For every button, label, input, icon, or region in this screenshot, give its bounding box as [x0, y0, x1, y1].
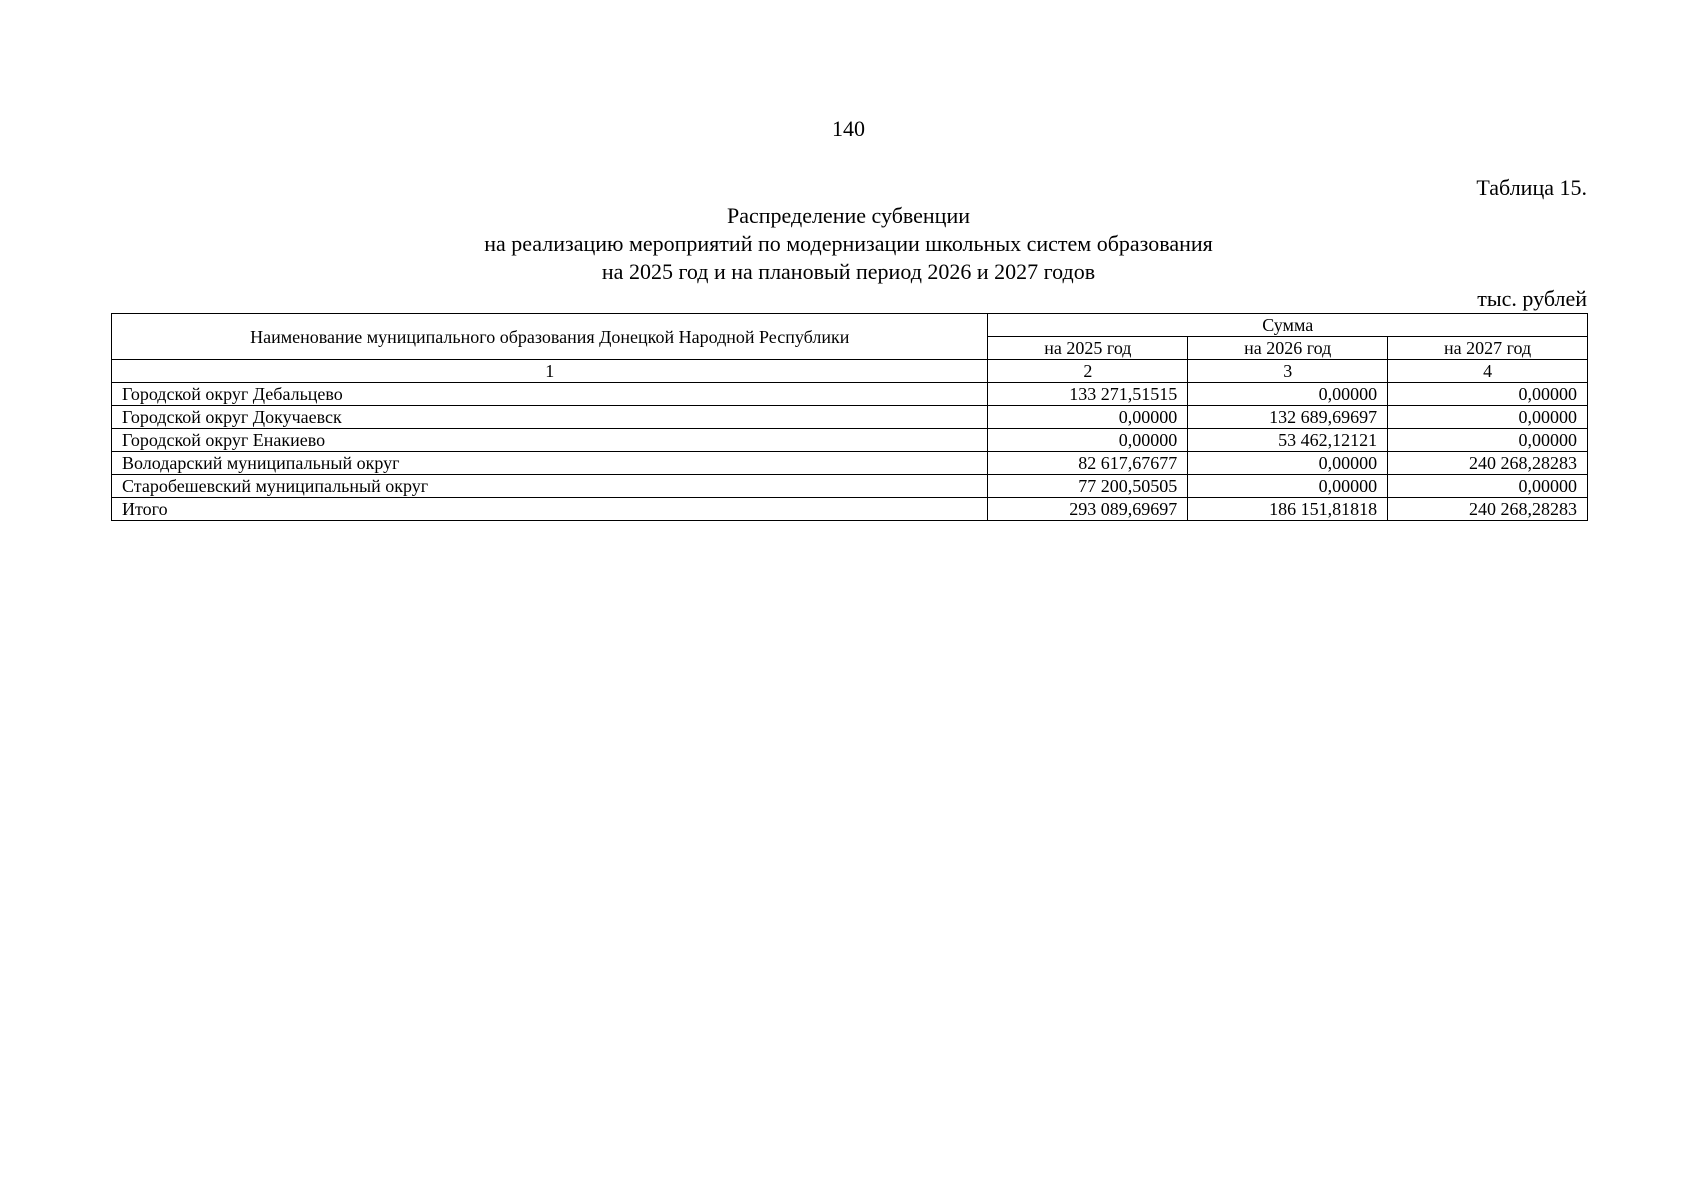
- column-number-2: 2: [988, 360, 1188, 383]
- total-value-2026: 186 151,81818: [1188, 498, 1388, 521]
- row-value-2027: 0,00000: [1388, 383, 1588, 406]
- header-year-2027: на 2027 год: [1388, 337, 1588, 360]
- row-value-2026: 53 462,12121: [1188, 429, 1388, 452]
- row-value-2026: 0,00000: [1188, 475, 1388, 498]
- row-name: Городской округ Енакиево: [112, 429, 988, 452]
- row-name: Старобешевский муниципальный округ: [112, 475, 988, 498]
- table-row: [112, 406, 1588, 429]
- row-value-2026: 0,00000: [1188, 383, 1388, 406]
- title-line-1: Распределение субвенции: [726, 203, 971, 228]
- column-number-4: 4: [1388, 360, 1588, 383]
- table-row: [112, 452, 1588, 475]
- header-row-1: [112, 314, 1588, 337]
- column-number-3: 3: [1188, 360, 1388, 383]
- row-value-2026: 132 689,69697: [1188, 406, 1388, 429]
- row-value-2027: 0,00000: [1388, 475, 1588, 498]
- row-name: Володарский муниципальный округ: [112, 452, 988, 475]
- units-label: тыс. рублей: [1477, 286, 1587, 311]
- row-value-2025: 82 617,67677: [988, 452, 1188, 475]
- header-year-2026: на 2026 год: [1188, 337, 1388, 360]
- column-number-1: 1: [112, 360, 988, 383]
- table-row: [112, 475, 1588, 498]
- row-value-2026: 0,00000: [1188, 452, 1388, 475]
- row-value-2025: 133 271,51515: [988, 383, 1188, 406]
- page-number: 140: [832, 116, 865, 141]
- row-value-2027: 0,00000: [1388, 429, 1588, 452]
- document-title: [0, 202, 1697, 286]
- header-year-2025: на 2025 год: [988, 337, 1188, 360]
- row-name: Городской округ Докучаевск: [112, 406, 988, 429]
- table-label: Таблица 15.: [1476, 175, 1587, 200]
- table-row: [112, 383, 1588, 406]
- total-row: [112, 498, 1588, 521]
- row-value-2025: 0,00000: [988, 406, 1188, 429]
- total-value-2027: 240 268,28283: [1388, 498, 1588, 521]
- subvention-table: [111, 313, 1588, 521]
- total-value-2025: 293 089,69697: [988, 498, 1188, 521]
- row-value-2025: 77 200,50505: [988, 475, 1188, 498]
- column-number-row: [112, 360, 1588, 383]
- row-value-2027: 0,00000: [1388, 406, 1588, 429]
- header-sum-group: Сумма: [988, 314, 1588, 337]
- title-line-2: на реализацию мероприятий по модернизации школьных систем образования: [484, 231, 1213, 256]
- row-value-2027: 240 268,28283: [1388, 452, 1588, 475]
- row-name: Городской округ Дебальцево: [112, 383, 988, 406]
- row-value-2025: 0,00000: [988, 429, 1188, 452]
- title-line-3: на 2025 год и на плановый период 2026 и 2027 годов: [601, 259, 1096, 284]
- total-label: Итого: [112, 498, 988, 521]
- header-municipality-name: Наименование муниципального образования Донецкой Народной Республики: [112, 314, 988, 360]
- table-row: [112, 429, 1588, 452]
